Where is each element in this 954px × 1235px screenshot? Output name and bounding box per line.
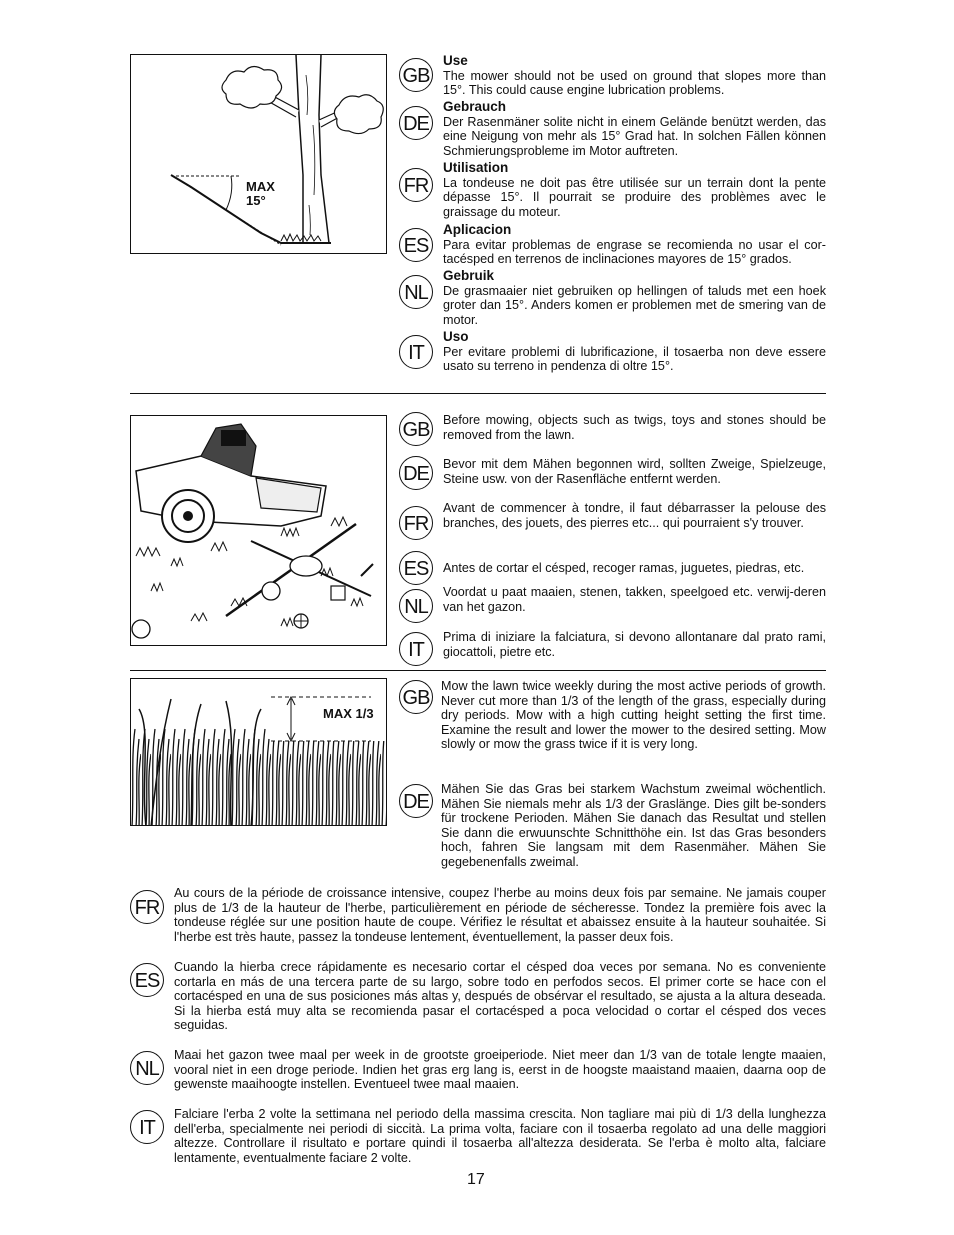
lang-badge-gb: GB xyxy=(399,58,433,92)
body-fr: La tondeuse ne doit pas être utilisée sur un terrain dont la pente dépasse 15°. Il pourrait se produire des problèmes avec le graissage du moteur. xyxy=(443,175,826,219)
text-it-clear: Prima di iniziare la falciatura, si devono allontanare dal prato rami, giocattoli, pietre etc. xyxy=(443,630,826,659)
text-es-mow: Cuando la hierba crece rápidamente es necesario cortar el césped doa veces por semana. No es conveniente cortarla en más de una tercera parte de su largo, sobre todo en perfodos secos. El primer corte se hace con el cortacésped en una de sus posiciones más altas y, después de obsérvar el resultado, se ajusta a la altura deseada. Si la hierba está muy alta se recomienda pasar el cortacésped a poca velocidad o cortar el césped dos veces seguidas. xyxy=(174,960,826,1033)
lang-badge-it: IT xyxy=(130,1110,164,1144)
text-nl-use xyxy=(443,269,826,327)
grass-height-figure xyxy=(130,678,387,826)
text-nl-mow: Maai het gazon twee maal per week in de grootste groeiperiode. Niet meer dan 1/3 van de totale lengte maaien, vooral niet in een droge periode. Indien het gras erg lang is, eerst in de hoogste maaistand maaien, daarna oop de gewenste maaihoogte instellen. Eventueel twee maal maaien. xyxy=(174,1048,826,1092)
text-es-clear: Antes de cortar el césped, recoger ramas, juguetes, piedras, etc. xyxy=(443,561,805,575)
lang-badge-it: IT xyxy=(399,335,433,369)
text-fr-use xyxy=(443,161,826,219)
lang-badge-nl: NL xyxy=(399,275,433,309)
slope-figure xyxy=(130,54,387,254)
text-de-clear: Bevor mit dem Mähen begonnen wird, sollten Zweige, Spielzeuge, Steine usw. von der Rasenfläche entfernt werden. xyxy=(443,457,826,486)
lang-badge-de: DE xyxy=(399,106,433,140)
page-number: 17 xyxy=(467,1171,485,1188)
section-divider-1 xyxy=(130,393,826,394)
lang-badge-de: DE xyxy=(399,456,433,490)
lang-badge-es: ES xyxy=(399,228,433,262)
lawn-objects-figure xyxy=(130,415,387,646)
text-es-use xyxy=(443,223,826,267)
lang-badge-nl: NL xyxy=(130,1051,164,1085)
body-es: Para evitar problemas de engrase se recomienda no usar el cor-tacésped en terrenos de inclinaciones mayores de 15° grados. xyxy=(443,237,826,267)
body-it: Per evitare problemi di lubrificazione, il tosaerba non deve essere usato su terreno in pendenza di oltre 15°. xyxy=(443,344,826,374)
lang-badge-de: DE xyxy=(399,784,433,818)
lang-badge-fr: FR xyxy=(399,506,433,540)
heading-de: Gebrauch xyxy=(443,99,507,114)
text-gb-mow: Mow the lawn twice weekly during the most active periods of growth. Never cut more than 1/3 of the length of the grass, especially during dry periods. Mow with a high cutting height setting the first time. Examine the result and lower the mower to the desired setting. Mow slowly or mow the grass twice if it is very long. xyxy=(441,679,826,752)
heading-it: Uso xyxy=(443,329,469,344)
text-gb-clear: Before mowing, objects such as twigs, toys and stones should be removed from the lawn. xyxy=(443,413,826,442)
section-divider-2 xyxy=(130,670,826,671)
grass-illustration xyxy=(131,679,387,826)
text-gb-use xyxy=(443,54,826,98)
lang-badge-fr: FR xyxy=(130,890,164,924)
body-de: Der Rasenmäner solite nicht in einem Gelände benützt werden, das eine Neigung von mehr als 15° Grad hat. In solchen Fällen können Schmierungsprobleme im Motor auftreten. xyxy=(443,114,826,158)
lang-badge-nl: NL xyxy=(399,589,433,623)
lang-badge-gb: GB xyxy=(399,680,433,714)
lang-badge-gb: GB xyxy=(399,412,433,446)
body-nl: De grasmaaier niet gebruiken op hellingen of taluds met een hoek groter dan 15°. Anders komen er problemen met de smering van de motor. xyxy=(443,283,826,327)
text-de-use xyxy=(443,100,826,158)
text-fr-mow: Au cours de la période de croissance intensive, coupez l'herbe au moins deux fois par semaine. Ne jamais couper plus de 1/3 de la hauteur de l'herbe, particulièrement en période de sécheresse. Tondez la première fois avec la tondeuse réglée sur une position haute de coupe. Vérifiez le résultat et abaissez ensuite à la hauteur souhaitée. Si l'herbe est très haute, passez la tondeuse lentement, éventuellement, la passer deux fois. xyxy=(174,886,826,944)
max-slope-label: MAX 15° xyxy=(246,179,275,208)
lang-badge-es: ES xyxy=(130,963,164,997)
text-it-mow: Falciare l'erba 2 volte la settimana nel periodo della massima crescita. Non tagliare mai più di 1/3 della lunghezza dell'erba, specialmente nei periodi di siccità. La prima volta, faciare con il tosaerba regolato ad una delle maggiori altezze. Controllare il risultato e portare quindi il tosaerba all'altezza desiderata. Se l'erba è molto alta, falciare lentamente, eventualmente faciare 2 volte. xyxy=(174,1107,826,1165)
lang-badge-it: IT xyxy=(399,632,433,666)
heading-gb: Use xyxy=(443,53,468,68)
text-fr-clear: Avant de commencer à tondre, il faut débarrasser la pelouse des branches, des jouets, des pierres etc... qui pourraient s'y trouver. xyxy=(443,501,826,530)
heading-nl: Gebruik xyxy=(443,268,495,283)
body-gb: The mower should not be used on ground that slopes more than 15°. This could cause engine lubrication problems. xyxy=(443,68,826,98)
text-it-use xyxy=(443,330,826,374)
heading-fr: Utilisation xyxy=(443,160,509,175)
heading-es: Aplicacion xyxy=(443,222,512,237)
text-nl-clear: Voordat u paat maaien, stenen, takken, speelgoed etc. verwij-deren van het gazon. xyxy=(443,585,826,614)
max-height-label: MAX 1/3 xyxy=(323,706,374,721)
lang-badge-es: ES xyxy=(399,551,433,585)
mower-debris-illustration xyxy=(131,416,387,646)
lang-badge-fr: FR xyxy=(399,168,433,202)
tree-slope-illustration xyxy=(131,55,387,254)
text-de-mow: Mähen Sie das Gras bei starkem Wachstum zweimal wöchentlich. Mähen Sie niemals mehr als 1/3 der Graslänge. Dies gilt be-sonders für trockene Perioden. Mähen Sie danach das Resultat und stellen Sie dann die erwuunschte Schnitthöhe ein. Ist das Gras besonders hoch, fahren Sie langsam mit dem Rasenmäher. Mähen Sie gegebenenfalls zweimal. xyxy=(441,782,826,869)
